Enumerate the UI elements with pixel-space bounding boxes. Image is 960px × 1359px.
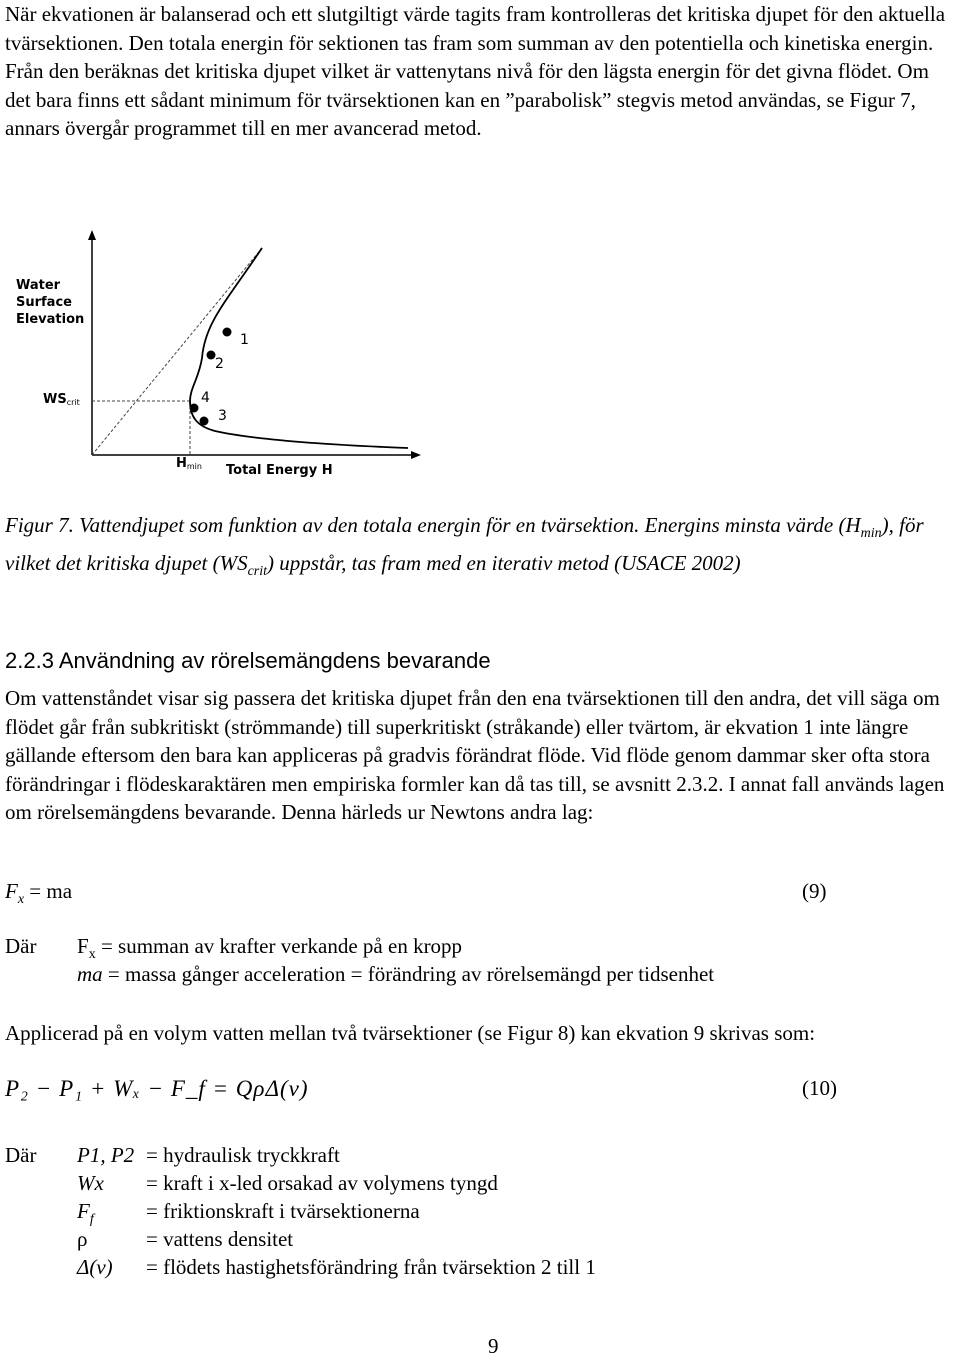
equation-9: $F_x$ = ma [5,879,73,908]
defs10-desc-ff: = friktionskraft i tvärsektionerna [146,1199,420,1223]
applied-paragraph: Applicerad på en volym vatten mellan två tvärsektioner (se Figur 8) kan ekvation 9 skrivas som: [5,1021,816,1045]
defs9-item-fx: $F_x$ = summan av krafter verkande på en kropp [77,934,463,963]
figure-7-chart [0,228,424,490]
intro-paragraph: När ekvationen är balanserad och ett slutgiltigt värde tagits fram kontrolleras det kritiska djupet för den aktuella tvärsektionen. Den totala energin för sektionen tas fram som summan av den potentiella och kinetiska energin. Från den beräknas det kritiska djupet vilket är vattenytans nivå för den lägsta energin för det givna flödet. Om det bara finns ett sådant minimum för tvärsektionen kan en ”parabolisk” stegvis metod användas, se Figur 7, annars övergår programmet till en mer avancerad metod. [5,2,946,140]
defs10-sym-rho: ρ [77,1227,88,1251]
defs10-sym-ff: $F_f$ [77,1199,94,1228]
defs9-item-ma: ma = massa gånger acceleration = förändring av rörelsemängd per tidsenhet [77,962,715,986]
point-1-label: 1 [240,332,249,348]
ws-crit-label: WScrit [43,392,80,407]
point-4 [190,404,199,413]
point-1 [223,328,232,337]
hmin-label: Hmin [176,456,202,471]
equation-10: P₂ − P₁ + Wₓ − F_f = QρΔ(v) [5,1076,309,1101]
defs10-label: Där [5,1143,37,1167]
defs10-sym-p: P1, P2 [77,1143,135,1167]
point-3-label: 3 [218,408,227,424]
defs10-sym-wx: Wx [77,1171,104,1195]
section-heading: 2.2.3 Användning av rörelsemängdens bevarande [5,648,491,673]
point-3 [200,417,209,426]
defs10-sym-dv: Δ(v) [77,1255,113,1279]
equation-9-number: (9) [802,879,827,903]
point-2-label: 2 [215,356,224,372]
defs10-desc-dv: = flödets hastighetsförändring från tvärsektion 2 till 1 [146,1255,596,1279]
point-4-label: 4 [201,390,210,406]
figure-7-caption: Figur 7. Vattendjupet som funktion av den totala energin för en tvärsektion. Energins minsta värde $(H_{min})$, för vilket det kritiska djupet $(WS_{crit})$ uppstår, tas fram med en iterativ metod (USACE 2002) [5,513,924,579]
equation-10-number: (10) [802,1076,837,1100]
defs10-desc-wx: = kraft i x-led orsakad av volymens tyngd [146,1171,498,1195]
ylabel-line-3: Elevation [16,312,85,327]
ylabel-line-2: Surface [16,295,72,310]
defs9-label: Där [5,934,37,958]
ylabel-line-1: Water [16,278,61,293]
defs10-desc-p: = hydraulisk tryckkraft [146,1143,340,1167]
xlabel: Total Energy H [226,463,333,478]
page-number: 9 [488,1334,499,1358]
defs10-desc-rho: = vattens densitet [146,1227,294,1251]
section-body: Om vattenståndet visar sig passera det kritiska djupet från den ena tvärsektionen till den andra, det vill säga om flödet går från subkritiskt (strömmande) till superkritiskt (stråkande) eller tvärtom, är ekvation 1 inte längre gällande eftersom den bara kan appliceras på gradvis förändrat flöde. Vid flöde genom dammar sker ofta stora förändringar i flödeskaraktären men empiriska formler kan då tas till, se avsnitt 2.3.2. I annat fall används lagen om rörelsemängdens bevarande. Denna härleds ur Newtons andra lag: [5,686,945,824]
